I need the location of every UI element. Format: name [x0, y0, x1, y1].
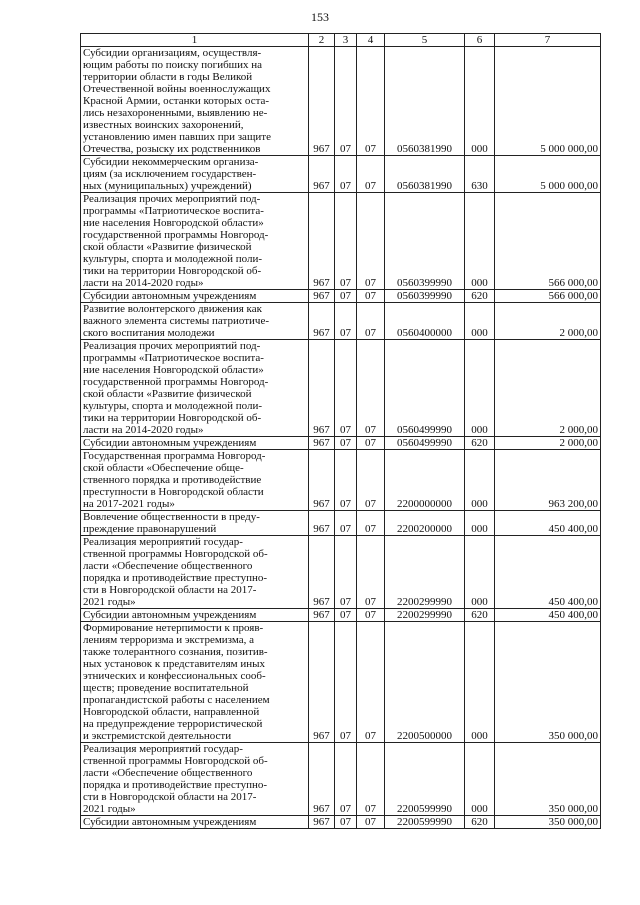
item-name-line: порядка и противодействие преступно-: [83, 572, 268, 584]
item-name-line: государственной программы Новгород-: [83, 229, 269, 241]
item-name-line: культуры, спорта и молодежной поли-: [83, 253, 263, 265]
cell-section: 07: [335, 622, 357, 743]
cell-subsection: 07: [357, 156, 385, 193]
cell-target-article: 2200299990: [385, 536, 465, 609]
cell-amount: 2 000,00: [495, 303, 601, 340]
cell-expense-type: 000: [465, 622, 495, 743]
item-name-line: 2021 годы»: [83, 803, 136, 815]
cell-expense-type: 620: [465, 816, 495, 829]
cell-subsection: 07: [357, 609, 385, 622]
cell-section: 07: [335, 437, 357, 450]
cell-grbs: 967: [309, 743, 335, 816]
cell-target-article: 0560399990: [385, 193, 465, 290]
cell-grbs: 967: [309, 536, 335, 609]
cell-subsection: 07: [357, 450, 385, 511]
cell-item-name: [81, 303, 309, 340]
cell-section: 07: [335, 290, 357, 303]
cell-subsection: 07: [357, 437, 385, 450]
table-row: [81, 290, 601, 303]
item-name-line: ственного порядка и противодействие: [83, 474, 262, 486]
cell-subsection: 07: [357, 511, 385, 536]
item-name-line: также толерантного сознания, позитив-: [83, 646, 268, 658]
cell-amount: 2 000,00: [495, 340, 601, 437]
cell-item-name: [81, 536, 309, 609]
item-name-line: Развитие волонтерского движения как: [83, 303, 262, 315]
item-name-line: 2021 годы»: [83, 596, 136, 608]
item-name-line: территории области в годы Великой: [83, 71, 253, 83]
cell-amount: 2 000,00: [495, 437, 601, 450]
item-name-line: и экстремистской деятельности: [83, 730, 232, 742]
table-row: [81, 193, 601, 290]
item-name-line: Красной Армии, останки которых оста-: [83, 95, 270, 107]
cell-subsection: 07: [357, 743, 385, 816]
table-row: [81, 511, 601, 536]
item-name-line: на 2017-2021 годы»: [83, 498, 175, 510]
cell-amount: 350 000,00: [495, 743, 601, 816]
item-name-line: Реализация прочих мероприятий под-: [83, 340, 261, 352]
cell-amount: 5 000 000,00: [495, 47, 601, 156]
cell-grbs: 967: [309, 622, 335, 743]
cell-target-article: 2200599990: [385, 743, 465, 816]
item-name-line: Субсидии автономным учреждениям: [83, 816, 257, 828]
cell-target-article: 2200599990: [385, 816, 465, 829]
table-row: [81, 816, 601, 829]
item-name-line: преждение правонарушений: [83, 523, 217, 535]
item-name-line: на предупреждение террористической: [83, 718, 263, 730]
item-name-line: сти в Новгородской области на 2017-: [83, 584, 257, 596]
cell-expense-type: 000: [465, 47, 495, 156]
item-name-line: ние населения Новгородской области»: [83, 364, 264, 376]
cell-amount: 963 200,00: [495, 450, 601, 511]
item-name-line: программы «Патриотическое воспита-: [83, 205, 264, 217]
item-name-line: ской области «Развитие физической: [83, 388, 252, 400]
cell-amount: 566 000,00: [495, 290, 601, 303]
item-name-line: ственной программы Новгородской об-: [83, 548, 268, 560]
table-row: [81, 743, 601, 816]
cell-subsection: 07: [357, 290, 385, 303]
header-col-1: 1: [81, 34, 309, 47]
cell-item-name: [81, 511, 309, 536]
item-name-line: ласти «Обеспечение общественного: [83, 767, 253, 779]
item-name-line: ласти «Обеспечение общественного: [83, 560, 253, 572]
cell-section: 07: [335, 156, 357, 193]
item-name-line: Государственная программа Новгород-: [83, 450, 266, 462]
table-body: [81, 47, 601, 829]
cell-section: 07: [335, 340, 357, 437]
cell-grbs: 967: [309, 303, 335, 340]
cell-subsection: 07: [357, 536, 385, 609]
item-name-line: ных (муниципальных) учреждений): [83, 180, 252, 192]
item-name-line: ласти на 2014-2020 годы»: [83, 424, 204, 436]
cell-subsection: 07: [357, 622, 385, 743]
item-name-line: лись незахороненными, выявлению не-: [83, 107, 268, 119]
cell-item-name: [81, 622, 309, 743]
cell-expense-type: 000: [465, 193, 495, 290]
item-name-line: Субсидии некоммерческим организа-: [83, 156, 259, 168]
cell-expense-type: 000: [465, 340, 495, 437]
cell-target-article: 0560381990: [385, 156, 465, 193]
header-col-4: 4: [357, 34, 385, 47]
cell-grbs: 967: [309, 511, 335, 536]
cell-item-name: [81, 290, 309, 303]
cell-target-article: 0560499990: [385, 340, 465, 437]
cell-grbs: 967: [309, 816, 335, 829]
cell-expense-type: 620: [465, 290, 495, 303]
cell-grbs: 967: [309, 156, 335, 193]
item-name-line: порядка и противодействие преступно-: [83, 779, 268, 791]
cell-item-name: [81, 816, 309, 829]
cell-amount: 450 400,00: [495, 511, 601, 536]
table-row: [81, 622, 601, 743]
cell-expense-type: 000: [465, 511, 495, 536]
item-name-line: пропагандистской работы с населением: [83, 694, 270, 706]
cell-grbs: 967: [309, 193, 335, 290]
item-name-line: ласти на 2014-2020 годы»: [83, 277, 204, 289]
header-col-3: 3: [335, 34, 357, 47]
cell-section: 07: [335, 193, 357, 290]
item-name-line: Субсидии организациям, осуществля-: [83, 47, 262, 59]
item-name-line: лениям терроризма и экстремизма, а: [83, 634, 255, 646]
cell-target-article: 2200299990: [385, 609, 465, 622]
cell-grbs: 967: [309, 340, 335, 437]
cell-expense-type: 000: [465, 536, 495, 609]
item-name-line: программы «Патриотическое воспита-: [83, 352, 264, 364]
item-name-line: преступности в Новгородской области: [83, 486, 264, 498]
cell-section: 07: [335, 816, 357, 829]
cell-expense-type: 620: [465, 609, 495, 622]
item-name-line: сти в Новгородской области на 2017-: [83, 791, 257, 803]
budget-table: [80, 33, 601, 829]
cell-expense-type: 000: [465, 450, 495, 511]
item-name-line: ского воспитания молодежи: [83, 327, 215, 339]
cell-section: 07: [335, 47, 357, 156]
cell-item-name: [81, 437, 309, 450]
cell-amount: 350 000,00: [495, 816, 601, 829]
item-name-line: Отечественной войны военнослужащих: [83, 83, 271, 95]
item-name-line: установлению имен павших при защите: [83, 131, 271, 143]
cell-item-name: [81, 340, 309, 437]
item-name-line: тики на территории Новгородской об-: [83, 265, 262, 277]
item-name-line: Новгородской области, направленной: [83, 706, 260, 718]
item-name-line: Отечества, розыску их родственников: [83, 143, 261, 155]
header-col-7: 7: [495, 34, 601, 47]
item-name-line: Реализация прочих мероприятий под-: [83, 193, 261, 205]
cell-section: 07: [335, 303, 357, 340]
cell-expense-type: 620: [465, 437, 495, 450]
item-name-line: ние населения Новгородской области»: [83, 217, 264, 229]
cell-expense-type: 000: [465, 303, 495, 340]
cell-section: 07: [335, 609, 357, 622]
cell-subsection: 07: [357, 340, 385, 437]
item-name-line: Субсидии автономным учреждениям: [83, 290, 257, 302]
item-name-line: важного элемента системы патриотиче-: [83, 315, 269, 327]
item-name-line: ющим работы по поиску погибших на: [83, 59, 263, 71]
cell-section: 07: [335, 511, 357, 536]
item-name-line: ственной программы Новгородской об-: [83, 755, 268, 767]
cell-subsection: 07: [357, 816, 385, 829]
item-name-line: культуры, спорта и молодежной поли-: [83, 400, 263, 412]
cell-item-name: [81, 609, 309, 622]
cell-amount: 566 000,00: [495, 193, 601, 290]
cell-item-name: [81, 193, 309, 290]
table-row: [81, 609, 601, 622]
cell-target-article: 0560400000: [385, 303, 465, 340]
item-name-line: ществ; проведение воспитательной: [83, 682, 249, 694]
item-name-line: Формирование нетерпимости к прояв-: [83, 622, 264, 634]
cell-expense-type: 000: [465, 743, 495, 816]
cell-target-article: 2200000000: [385, 450, 465, 511]
item-name-line: циям (за исключением государствен-: [83, 168, 257, 180]
cell-item-name: [81, 156, 309, 193]
page-number: 153: [311, 10, 329, 24]
cell-item-name: [81, 743, 309, 816]
table-row: [81, 303, 601, 340]
item-name-line: известных воинских захоронений,: [83, 119, 244, 131]
item-name-line: ской области «Обеспечение обще-: [83, 462, 244, 474]
cell-amount: 450 400,00: [495, 609, 601, 622]
item-name-line: тики на территории Новгородской об-: [83, 412, 262, 424]
cell-amount: 350 000,00: [495, 622, 601, 743]
table-row: [81, 450, 601, 511]
cell-target-article: 2200500000: [385, 622, 465, 743]
item-name-line: Субсидии автономным учреждениям: [83, 609, 257, 621]
cell-section: 07: [335, 743, 357, 816]
cell-section: 07: [335, 450, 357, 511]
cell-grbs: 967: [309, 290, 335, 303]
item-name-line: государственной программы Новгород-: [83, 376, 269, 388]
table-row: [81, 437, 601, 450]
cell-subsection: 07: [357, 193, 385, 290]
cell-grbs: 967: [309, 47, 335, 156]
item-name-line: Субсидии автономным учреждениям: [83, 437, 257, 449]
cell-grbs: 967: [309, 437, 335, 450]
item-name-line: этнических и конфессиональных сооб-: [83, 670, 266, 682]
item-name-line: Реализация мероприятий государ-: [83, 536, 243, 548]
cell-section: 07: [335, 536, 357, 609]
item-name-line: ской области «Развитие физической: [83, 241, 252, 253]
table-row: [81, 156, 601, 193]
cell-subsection: 07: [357, 303, 385, 340]
cell-subsection: 07: [357, 47, 385, 156]
item-name-line: ных установок к представителям иных: [83, 658, 266, 670]
header-row: [81, 34, 601, 47]
cell-target-article: 0560399990: [385, 290, 465, 303]
header-col-6: 6: [465, 34, 495, 47]
item-name-line: Вовлечение общественности в преду-: [83, 511, 260, 523]
cell-item-name: [81, 47, 309, 156]
cell-item-name: [81, 450, 309, 511]
cell-grbs: 967: [309, 450, 335, 511]
cell-grbs: 967: [309, 609, 335, 622]
table-row: [81, 536, 601, 609]
cell-amount: 5 000 000,00: [495, 156, 601, 193]
cell-target-article: 0560499990: [385, 437, 465, 450]
table-row: [81, 47, 601, 156]
item-name-line: Реализация мероприятий государ-: [83, 743, 243, 755]
cell-target-article: 2200200000: [385, 511, 465, 536]
cell-expense-type: 630: [465, 156, 495, 193]
cell-target-article: 0560381990: [385, 47, 465, 156]
table-row: [81, 340, 601, 437]
cell-amount: 450 400,00: [495, 536, 601, 609]
header-col-2: 2: [309, 34, 335, 47]
header-col-5: 5: [385, 34, 465, 47]
